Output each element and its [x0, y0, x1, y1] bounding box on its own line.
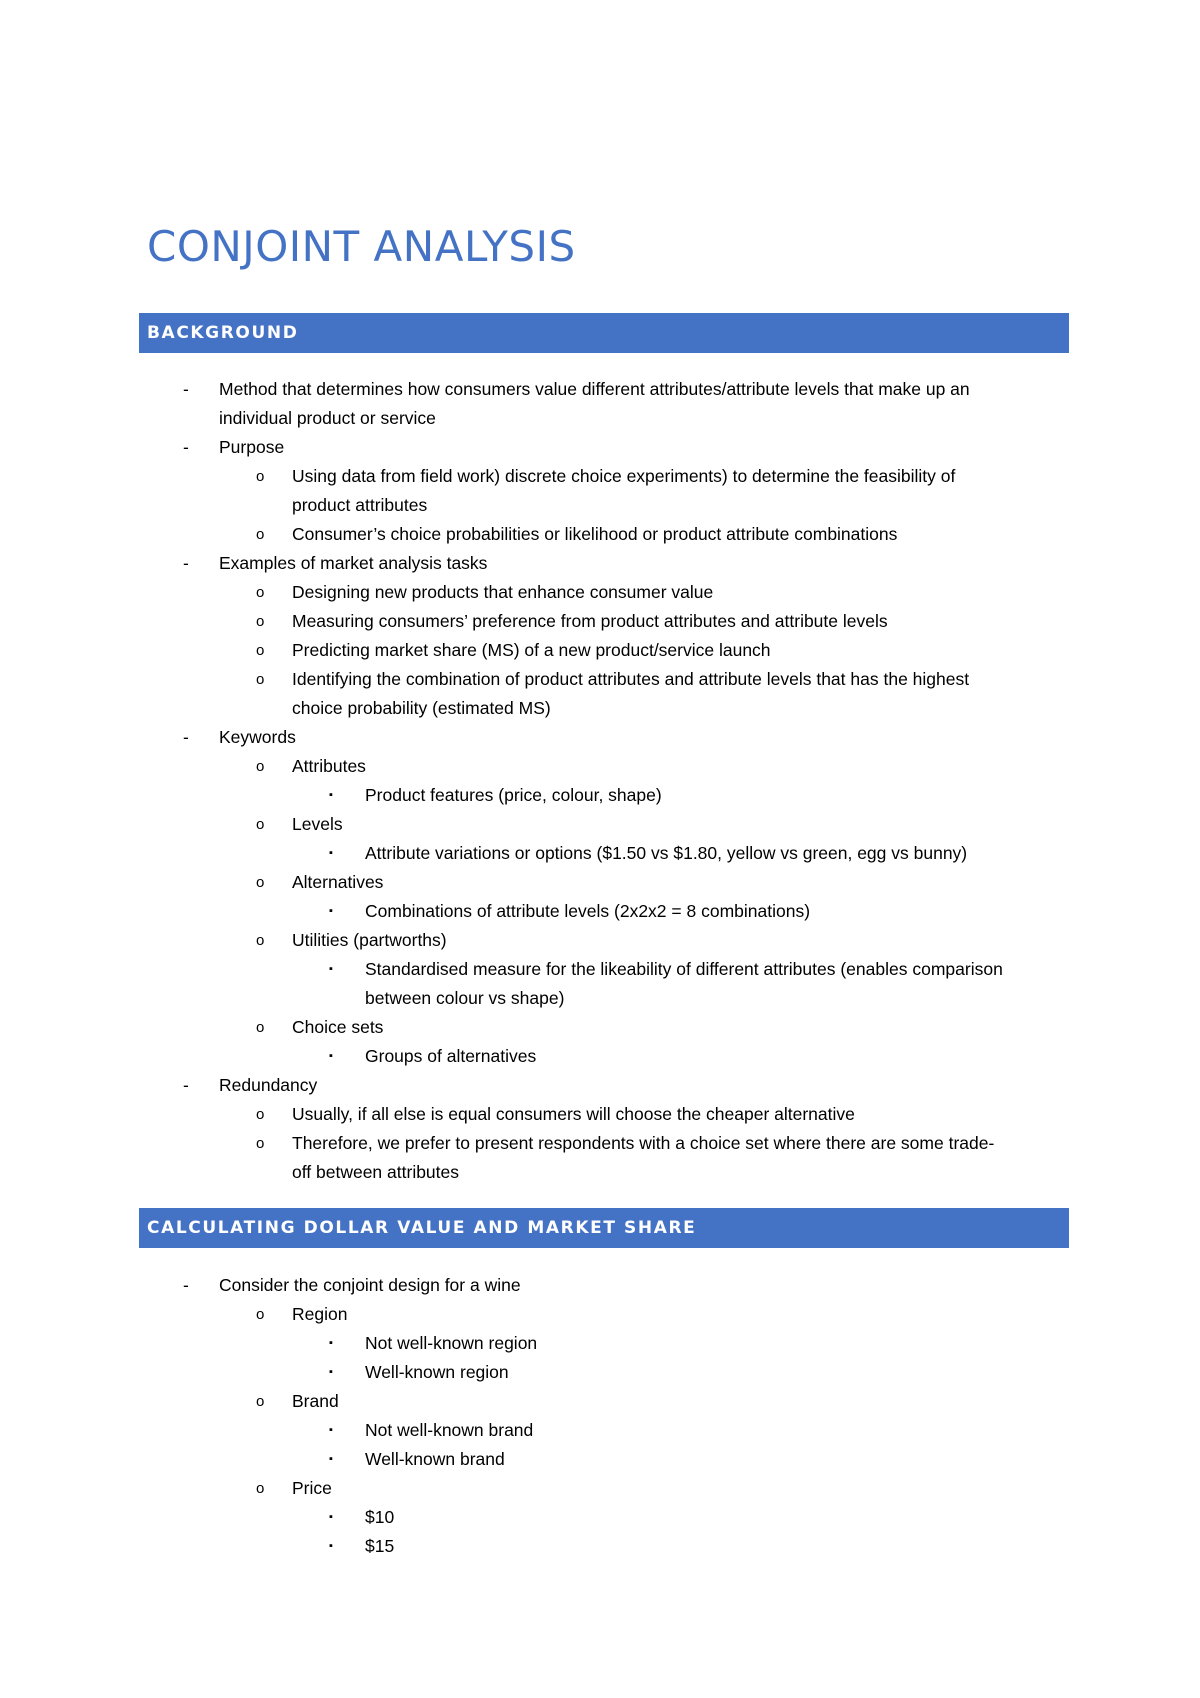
list-item — [0, 839, 1200, 868]
list-item — [0, 1445, 1200, 1474]
list-item — [0, 1416, 1200, 1445]
list-item — [0, 1532, 1200, 1561]
list-item — [0, 1042, 1200, 1071]
list-item-text: Region — [292, 1304, 348, 1324]
list-item-text: Designing new products that enhance consumer value — [292, 582, 714, 602]
list-item-text: Not well-known brand — [365, 1420, 534, 1440]
bullet-marker-icon: ▪ — [329, 1366, 333, 1378]
bullet-marker-icon: - — [183, 437, 189, 457]
bullet-marker-icon: o — [256, 816, 265, 833]
list-item — [0, 1271, 1200, 1300]
bullet-marker-icon: ▪ — [329, 963, 333, 975]
list-item — [0, 1387, 1200, 1416]
list-item-text: Brand — [292, 1391, 339, 1411]
list-item — [0, 1100, 1200, 1129]
list-item-text: Consider the conjoint design for a wine — [219, 1275, 521, 1295]
section-heading-calculating: CALCULATING DOLLAR VALUE AND MARKET SHARE — [139, 1208, 1069, 1248]
list-item-text: Well-known region — [365, 1362, 509, 1382]
list-item — [0, 810, 1200, 839]
list-item-text: Combinations of attribute levels (2x2x2 = 8 combinations) — [365, 901, 811, 921]
list-item-text: Keywords — [219, 727, 296, 747]
list-item — [0, 694, 1200, 723]
list-item — [0, 462, 1200, 491]
list-item — [0, 578, 1200, 607]
bullet-marker-icon: o — [256, 1393, 265, 1410]
list-item-text: $15 — [365, 1536, 395, 1556]
list-item — [0, 781, 1200, 810]
list-item — [0, 1329, 1200, 1358]
bullet-marker-icon: ▪ — [329, 1540, 333, 1552]
list-item-text: Usually, if all else is equal consumers will choose the cheaper alternative — [292, 1104, 855, 1124]
list-item-text: Redundancy — [219, 1075, 318, 1095]
calculating-list — [0, 1271, 1200, 1561]
bullet-marker-icon: o — [256, 932, 265, 949]
list-item-text: Method that determines how consumers value different attributes/attribute levels that make up an — [219, 379, 970, 399]
list-item — [0, 984, 1200, 1013]
list-item — [0, 1071, 1200, 1100]
list-item-text: off between attributes — [292, 1162, 460, 1182]
list-item — [0, 1474, 1200, 1503]
list-item — [0, 404, 1200, 433]
list-item-text: Therefore, we prefer to present respondents with a choice set where there are some trade- — [292, 1133, 995, 1153]
list-item-text: Alternatives — [292, 872, 384, 892]
list-item-text: Standardised measure for the likeability of different attributes (enables comparison — [365, 959, 1003, 979]
bullet-marker-icon: ▪ — [329, 905, 333, 917]
bullet-marker-icon: o — [256, 1480, 265, 1497]
bullet-marker-icon: - — [183, 379, 189, 399]
list-item-text: Measuring consumers’ preference from product attributes and attribute levels — [292, 611, 888, 631]
list-item — [0, 1158, 1200, 1187]
list-item — [0, 1013, 1200, 1042]
bullet-marker-icon: o — [256, 1135, 265, 1152]
list-item-text: Utilities (partworths) — [292, 930, 447, 950]
list-item — [0, 926, 1200, 955]
list-item-text: individual product or service — [219, 408, 436, 428]
list-item-text: Consumer’s choice probabilities or likelihood or product attribute combinations — [292, 524, 898, 544]
list-item-text: Purpose — [219, 437, 285, 457]
bullet-marker-icon: o — [256, 468, 265, 485]
list-item — [0, 752, 1200, 781]
list-item-text: Groups of alternatives — [365, 1046, 537, 1066]
list-item — [0, 1300, 1200, 1329]
bullet-marker-icon: - — [183, 727, 189, 747]
section-heading-background: BACKGROUND — [139, 313, 1069, 353]
list-item — [0, 636, 1200, 665]
list-item — [0, 607, 1200, 636]
bullet-marker-icon: ▪ — [329, 1424, 333, 1436]
bullet-marker-icon: o — [256, 758, 265, 775]
bullet-marker-icon: - — [183, 1275, 189, 1295]
list-item — [0, 897, 1200, 926]
list-item — [0, 491, 1200, 520]
bullet-marker-icon: o — [256, 1106, 265, 1123]
bullet-marker-icon: o — [256, 1019, 265, 1036]
bullet-marker-icon: - — [183, 553, 189, 573]
bullet-marker-icon: o — [256, 671, 265, 688]
list-item — [0, 665, 1200, 694]
list-item — [0, 1358, 1200, 1387]
list-item-text: Choice sets — [292, 1017, 384, 1037]
list-item-text: Predicting market share (MS) of a new product/service launch — [292, 640, 771, 660]
list-item-text: Using data from field work) discrete choice experiments) to determine the feasibility of — [292, 466, 956, 486]
bullet-marker-icon: ▪ — [329, 789, 333, 801]
bullet-marker-icon: - — [183, 1075, 189, 1095]
bullet-marker-icon: o — [256, 874, 265, 891]
bullet-marker-icon: o — [256, 526, 265, 543]
list-item-text: Not well-known region — [365, 1333, 538, 1353]
list-item — [0, 955, 1200, 984]
list-item-text: Examples of market analysis tasks — [219, 553, 488, 573]
list-item — [0, 549, 1200, 578]
list-item-text: between colour vs shape) — [365, 988, 565, 1008]
list-item — [0, 433, 1200, 462]
list-item-text: Identifying the combination of product attributes and attribute levels that has the highest — [292, 669, 970, 689]
list-item-text: Well-known brand — [365, 1449, 505, 1469]
list-item-text: Attribute variations or options ($1.50 vs $1.80, yellow vs green, egg vs bunny) — [365, 843, 968, 863]
bullet-marker-icon: ▪ — [329, 1337, 333, 1349]
list-item-text: Product features (price, colour, shape) — [365, 785, 662, 805]
list-item-text: Levels — [292, 814, 343, 834]
bullet-marker-icon: ▪ — [329, 847, 333, 859]
bullet-marker-icon: o — [256, 1306, 265, 1323]
background-list — [0, 375, 1200, 1187]
bullet-marker-icon: ▪ — [329, 1453, 333, 1465]
list-item — [0, 1503, 1200, 1532]
bullet-marker-icon: ▪ — [329, 1511, 333, 1523]
list-item — [0, 868, 1200, 897]
list-item — [0, 723, 1200, 752]
list-item-text: choice probability (estimated MS) — [292, 698, 551, 718]
list-item-text: Price — [292, 1478, 332, 1498]
list-item-text: product attributes — [292, 495, 428, 515]
list-item — [0, 375, 1200, 404]
bullet-marker-icon: o — [256, 584, 265, 601]
bullet-marker-icon: o — [256, 613, 265, 630]
bullet-marker-icon: ▪ — [329, 1050, 333, 1062]
list-item — [0, 1129, 1200, 1158]
list-item-text: $10 — [365, 1507, 395, 1527]
bullet-marker-icon: o — [256, 642, 265, 659]
list-item-text: Attributes — [292, 756, 366, 776]
page-title: CONJOINT ANALYSIS — [147, 222, 576, 271]
list-item — [0, 520, 1200, 549]
